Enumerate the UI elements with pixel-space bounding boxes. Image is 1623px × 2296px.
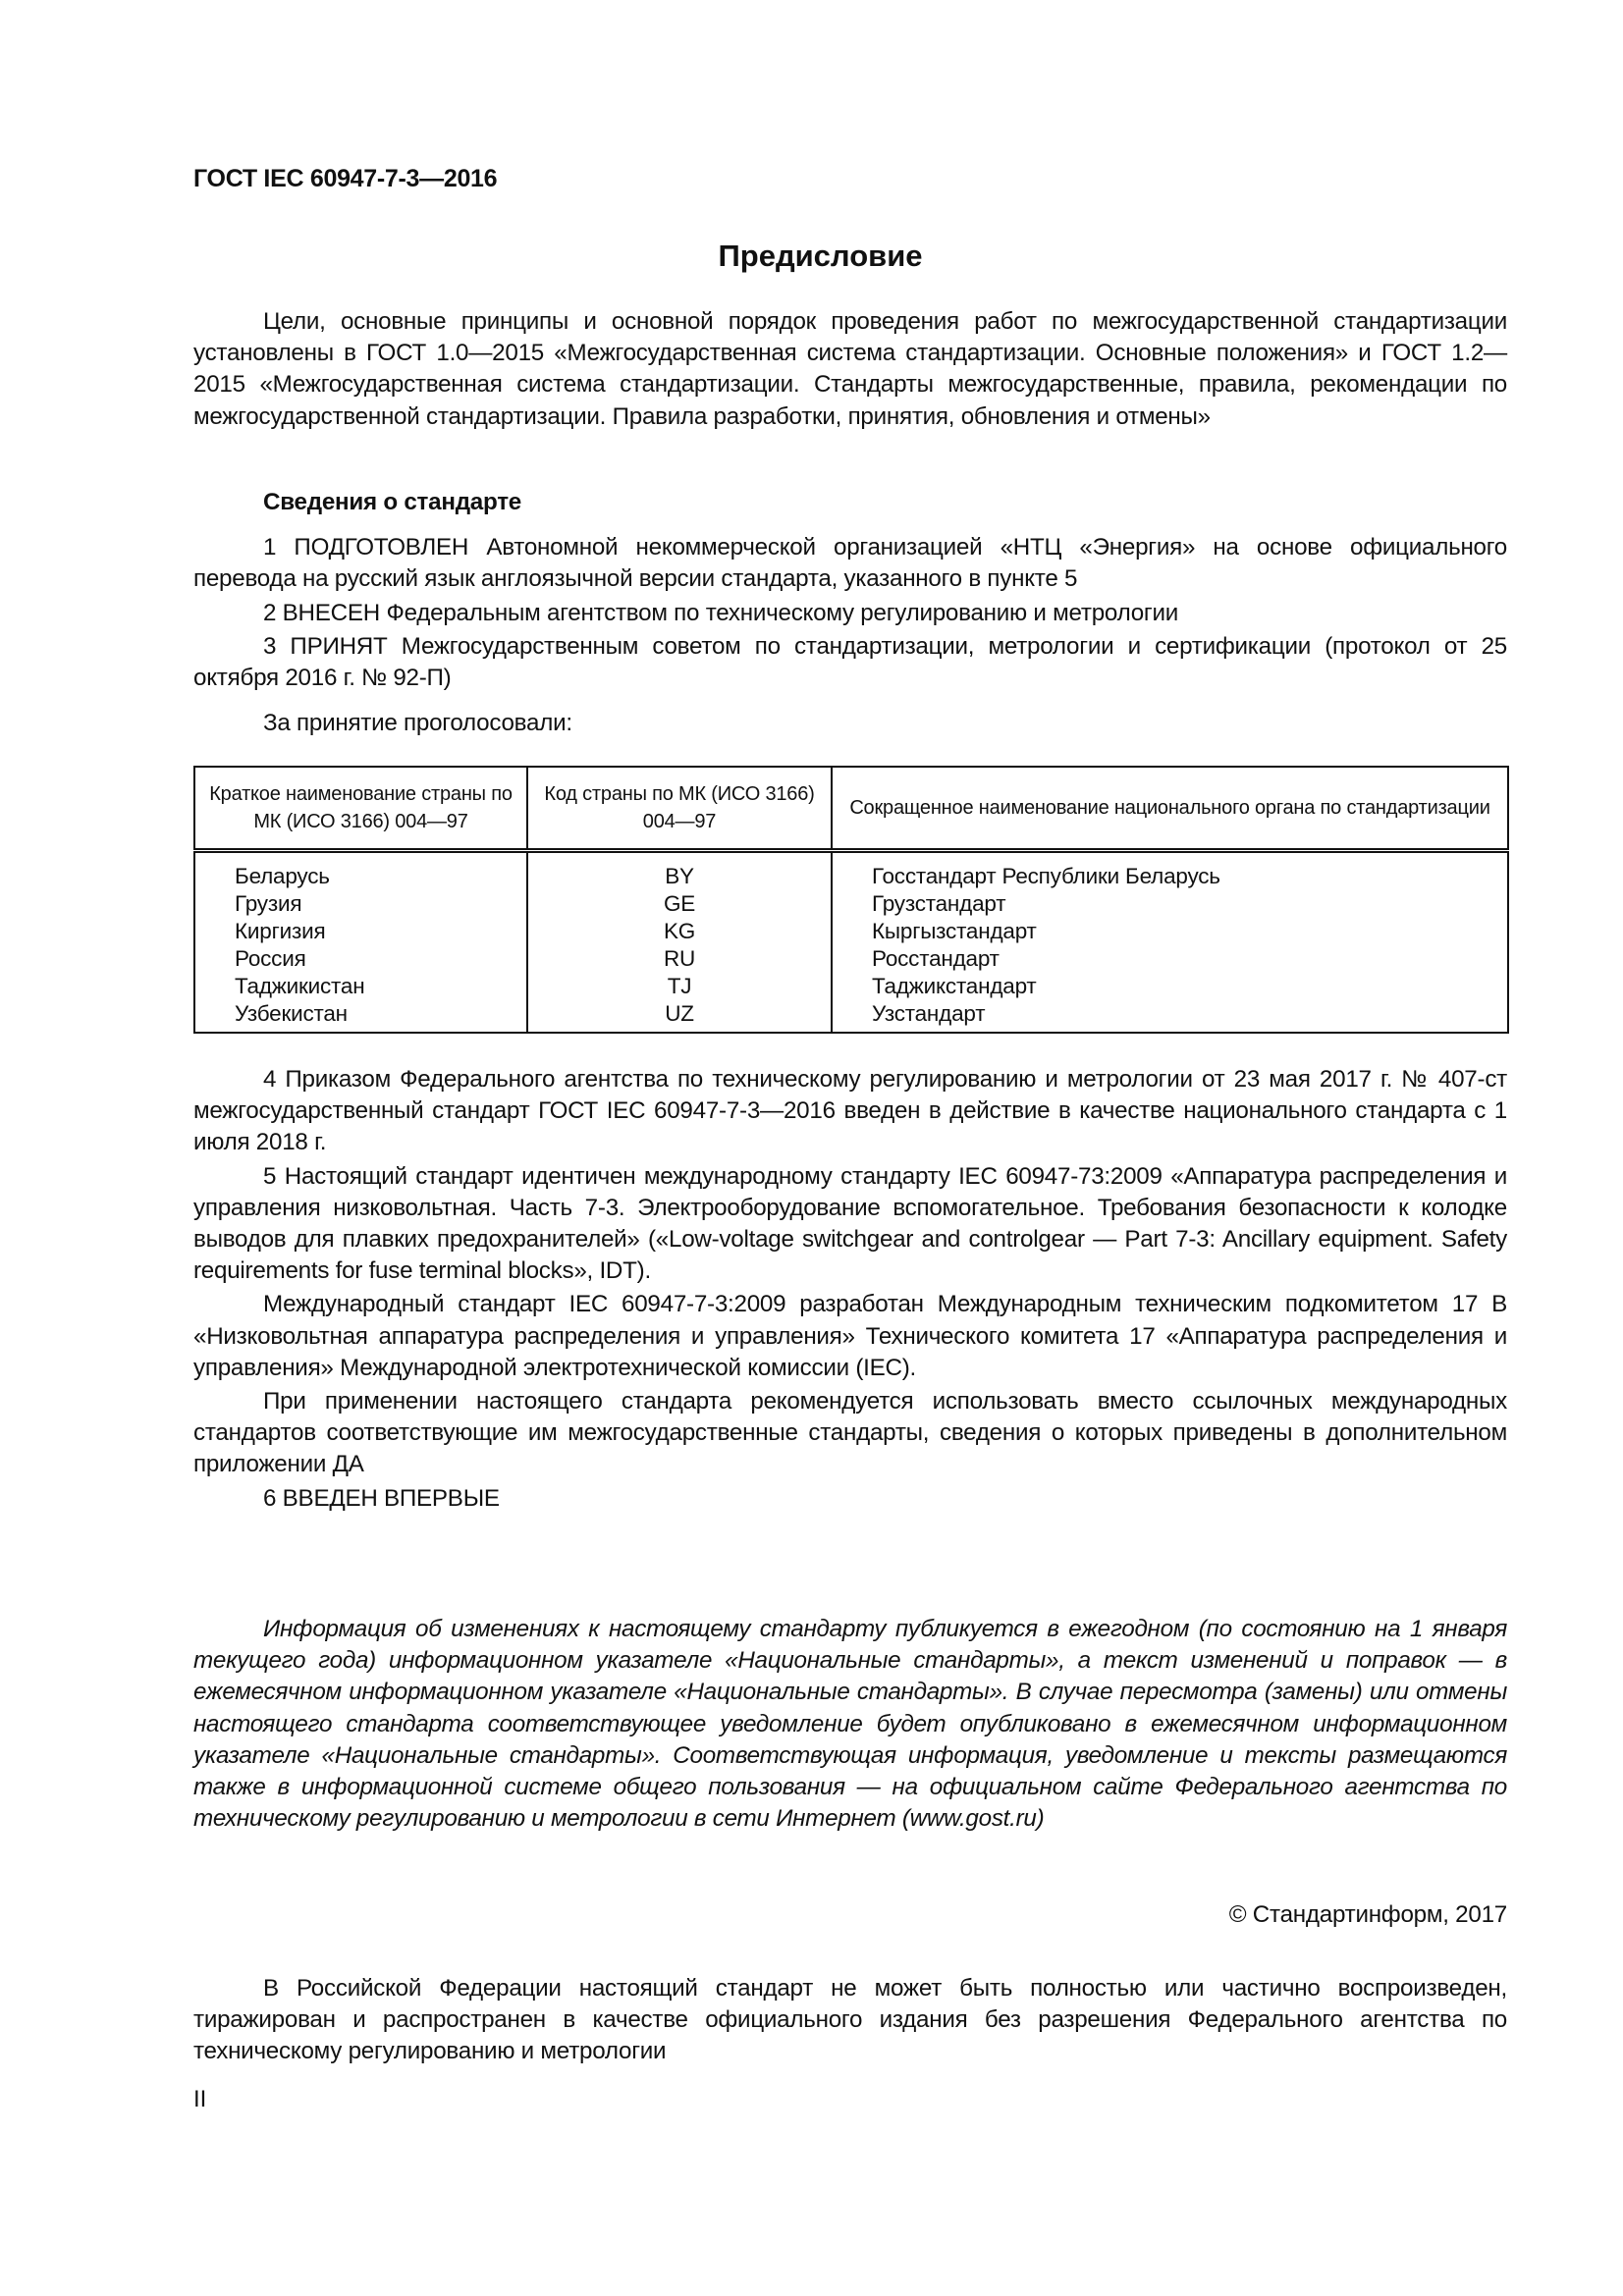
column-header-body: Сокращенное наименование национального органа по стандартизации [832, 767, 1508, 851]
reproduction-section [193, 1973, 1507, 2068]
info-item-4: 4 Приказом Федерального агентства по техническому регулированию и метрологии от 23 мая 2017 г. № 407-ст межгосударственный стандарт ГОСТ IEC 60947-7-3—2016 введен в действие в качестве национального стандарта с 1 июля 2018 г. [193, 1066, 1507, 1156]
country-cell: Грузия [194, 890, 527, 918]
vote-intro: За принятие проголосовали: [263, 710, 572, 737]
country-cell: Таджикистан [194, 973, 527, 1000]
body-cell: Росстандарт [832, 945, 1508, 973]
table-row [194, 973, 1508, 1000]
country-cell: Беларусь [194, 851, 527, 891]
code-cell: GE [527, 890, 832, 918]
info-item-1: 1 ПОДГОТОВЛЕН Автономной некоммерческой организацией «НТЦ «Энергия» на основе официального перевода на русский язык англоязычной версии стандарта, указанного в пункте 5 [193, 534, 1507, 593]
table-row [194, 890, 1508, 918]
country-cell: Россия [194, 945, 527, 973]
code-cell: KG [527, 918, 832, 945]
table-row [194, 918, 1508, 945]
votes-table [193, 766, 1509, 1034]
code-cell: BY [527, 851, 832, 891]
info-item-6: 6 ВВЕДЕН ВПЕРВЫЕ [263, 1484, 500, 1512]
table-row [194, 1000, 1508, 1033]
body-cell: Грузстандарт [832, 890, 1508, 918]
reproduction-notice: В Российской Федерации настоящий стандарт не может быть полностью или частично воспроизведен, тиражирован и распространен в качестве официального издания без разрешения Федерального агентства по техническому регулированию и метрологии [193, 1975, 1507, 2065]
info-item-3: 3 ПРИНЯТ Межгосударственным советом по стандартизации, метрологии и сертификации (протокол от 25 октября 2016 г. № 92-П) [193, 632, 1507, 692]
body-cell: Госстандарт Республики Беларусь [832, 851, 1508, 891]
info-section [193, 487, 1507, 739]
body-cell: Таджикстандарт [832, 973, 1508, 1000]
code-cell: UZ [527, 1000, 832, 1033]
column-header-code: Код страны по МК (ИСО 3166) 004—97 [527, 767, 832, 851]
after-table-section [193, 1064, 1507, 1515]
changes-notice-section [193, 1614, 1507, 1835]
body-cell: Узстандарт [832, 1000, 1508, 1033]
country-cell: Киргизия [194, 918, 527, 945]
table-row [194, 851, 1508, 891]
info-heading: Сведения о стандарте [263, 489, 521, 515]
copyright-section [193, 1899, 1507, 1931]
page-number: II [193, 2086, 207, 2112]
intro-paragraph: Цели, основные принципы и основной порядок проведения работ по межгосударственной стандартизации установлены в ГОСТ 1.0—2015 «Межгосударственная система стандартизации. Основные положения» и ГОСТ 1.2—2015 «Межгосударственная система стандартизации. Стандарты межгосударственные, правила, рекомендации по межгосударственной стандартизации. Правила разработки, принятия, обновления и отмены» [193, 308, 1507, 430]
info-item-5-paragraph-3: При применении настоящего стандарта рекомендуется использовать вместо ссылочных международных стандартов соответствующие им межгосударственные стандарты, сведения о которых приведены в дополнительном приложении ДА [193, 1388, 1507, 1478]
info-item-5: 5 Настоящий стандарт идентичен международному стандарту IEC 60947-73:2009 «Аппаратура распределения и управления низковольтная. Часть 7-3. Электрооборудование вспомогательное. Требования безопасности к колодке выводов для плавких предохранителей» («Low-voltage switchgear and controlgear — Part 7-3: Ancillary equipment. Safety requirements for fuse terminal blocks», IDT). [193, 1162, 1507, 1285]
intro-section [193, 306, 1507, 433]
table-header-row [194, 767, 1508, 851]
body-cell: Кыргызстандарт [832, 918, 1508, 945]
table-row [194, 945, 1508, 973]
code-cell: RU [527, 945, 832, 973]
column-header-country: Краткое наименование страны по МК (ИСО 3166) 004—97 [194, 767, 527, 851]
info-item-2: 2 ВНЕСЕН Федеральным агентством по техническому регулированию и метрологии [263, 599, 1179, 626]
country-cell: Узбекистан [194, 1000, 527, 1033]
document-code-header: ГОСТ IEC 60947-7-3—2016 [193, 165, 498, 192]
page-title: Предисловие [718, 239, 923, 273]
code-cell: TJ [527, 973, 832, 1000]
copyright: © Стандартинформ, 2017 [1228, 1901, 1507, 1928]
info-item-5-paragraph-2: Международный стандарт IEC 60947-7-3:2009 разработан Международным техническим подкомитетом 17 В «Низковольтная аппаратура распределения и управления» Технического комитета 17 «Аппаратура распределения и управления» Международной электротехнической комиссии (IEC). [193, 1291, 1507, 1381]
changes-notice: Информация об изменениях к настоящему стандарту публикуется в ежегодном (по состоянию на 1 января текущего года) информационном указателе «Национальные стандарты», а текст изменений и поправок — в ежемесячном информационном указателе «Национальные стандарты». В случае пересмотра (замены) или отмены настоящего стандарта соответствующее уведомление будет опубликовано в ежемесячном информационном указателе «Национальные стандарты». Соответствующая информация, уведомление и тексты размещаются также в информационной системе общего пользования — на официальном сайте Федерального агентства по техническому регулированию и метрологии в сети Интернет (www.gost.ru) [193, 1616, 1507, 1833]
